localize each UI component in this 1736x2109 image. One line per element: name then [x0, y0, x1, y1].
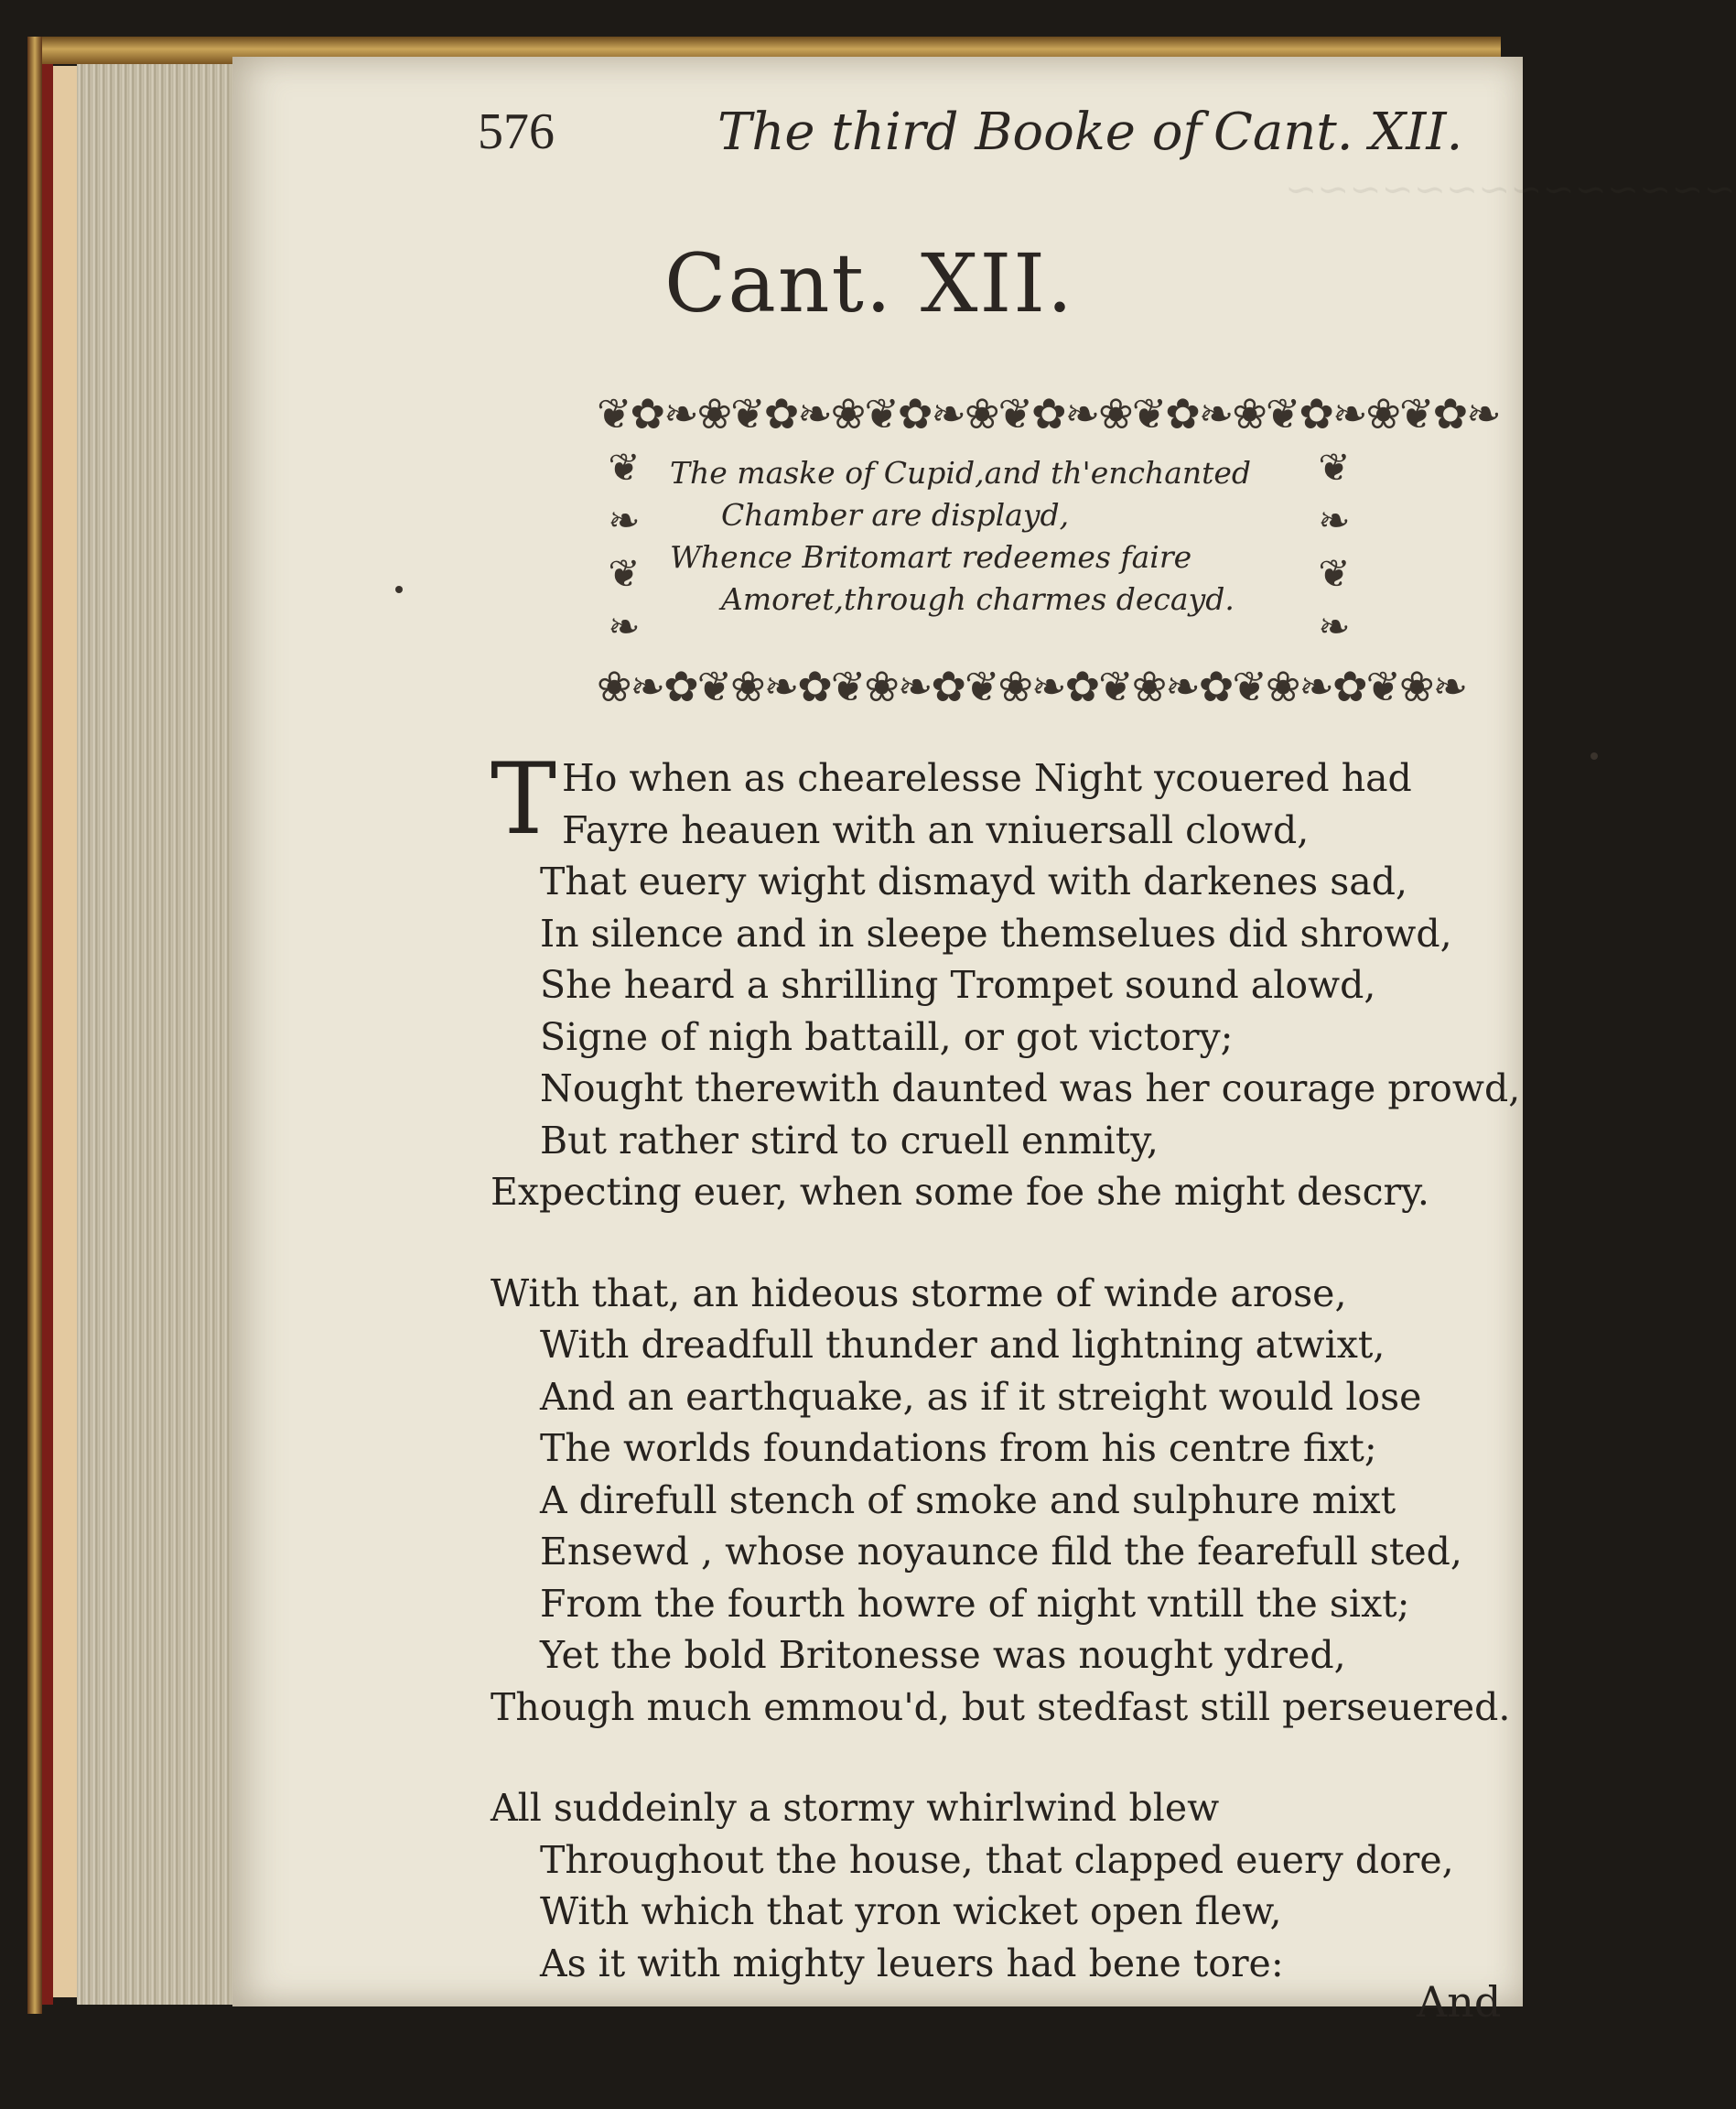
argument-line: Amoret,through charmes decayd.: [721, 581, 1235, 617]
book-spine-edge: [42, 64, 53, 2005]
page-number: 576: [478, 103, 555, 160]
verse-line: In silence and in sleepe themselues did shrowd,: [540, 911, 1452, 956]
drop-cap: T: [491, 742, 557, 857]
verse-line: All suddeinly a stormy whirlwind blew: [491, 1786, 1220, 1830]
stanza-1: [491, 742, 1521, 1218]
running-head: [0, 103, 1640, 167]
verse-line: Ho when as chearelesse Night ycouered had: [562, 756, 1412, 800]
argument-line: The maske of Cupid,and th'enchanted: [670, 455, 1252, 491]
canto-argument: [670, 452, 1292, 621]
book-title: The third Booke of: [717, 103, 1202, 162]
catchword: And: [1417, 1977, 1502, 2027]
ink-speck: [395, 586, 403, 593]
ornament-border-left: ❦ ❧ ❦ ❧: [608, 445, 641, 649]
book-binding-left: [27, 37, 42, 2014]
verse-line: Yet the bold Britonesse was nought ydred,: [540, 1633, 1346, 1677]
argument-box: [597, 386, 1500, 716]
argument-line: Whence Britomart redeemes faire: [670, 539, 1192, 575]
stanza-2: [491, 1268, 1515, 1734]
verse-line: The worlds foundations from his centre fixt;: [540, 1426, 1377, 1470]
ornament-border-bottom: ❀❧✿❦❀❧✿❦❀❧✿❦❀❧✿❦❀❧✿❦❀❧✿❦❀❧: [597, 662, 1467, 711]
verse-line: With which that yron wicket open flew,: [540, 1889, 1282, 1933]
verse-line: Nought therewith daunted was her courage prowd,: [540, 1066, 1521, 1110]
verse-line: Expecting euer, when some foe she might descry.: [491, 1170, 1429, 1214]
verse-line: Fayre heauen with an vniuersall clowd,: [562, 807, 1310, 852]
ornament-border-right: ❦ ❧ ❦ ❧: [1318, 445, 1351, 649]
poem-body: [491, 742, 1521, 2039]
verse-line: As it with mighty leuers had bene tore:: [540, 1941, 1284, 1985]
verse-line: But rather stird to cruell enmity,: [540, 1118, 1159, 1163]
page-stack-edges: [77, 64, 234, 2005]
verse-line: And an earthquake, as if it streight would lose: [540, 1374, 1422, 1419]
ornament-border-top: ❦✿❧❀❦✿❧❀❦✿❧❀❦✿❧❀❦✿❧❀❦✿❧❀❦✿❧: [597, 389, 1500, 438]
verse-line: Throughout the house, that clapped euery dore,: [540, 1837, 1454, 1882]
verse-line: Ensewd , whose noyaunce fild the fearefull sted,: [540, 1530, 1462, 1574]
canto-title: Cant. XII.: [664, 236, 1074, 330]
verse-line: A direfull stench of smoke and sulphure mixt: [540, 1477, 1396, 1522]
book-board-edge: [53, 66, 77, 1997]
canto-label: Cant. XII.: [1213, 103, 1463, 162]
verse-line: That euery wight dismayd with darkenes sad,: [540, 860, 1407, 903]
stanza-3: [491, 1782, 1515, 1989]
ink-speck: [1590, 752, 1598, 760]
verse-line: Signe of nigh battaill, or got victory;: [540, 1014, 1234, 1059]
verse-line: With dreadfull thunder and lightning atwixt,: [540, 1323, 1386, 1367]
verse-line: Though much emmou'd, but stedfast still perseuered.: [491, 1684, 1511, 1729]
verse-line: From the fourth howre of night vntill the sixt;: [540, 1581, 1410, 1626]
verse-line: She heard a shrilling Trompet sound alowd,: [540, 963, 1376, 1007]
verse-line: With that, an hideous storme of winde arose,: [491, 1271, 1347, 1315]
argument-line: Chamber are displayd,: [721, 497, 1070, 533]
show-through-text: ~~~~~~~~~~~~~~: [1285, 167, 1736, 211]
